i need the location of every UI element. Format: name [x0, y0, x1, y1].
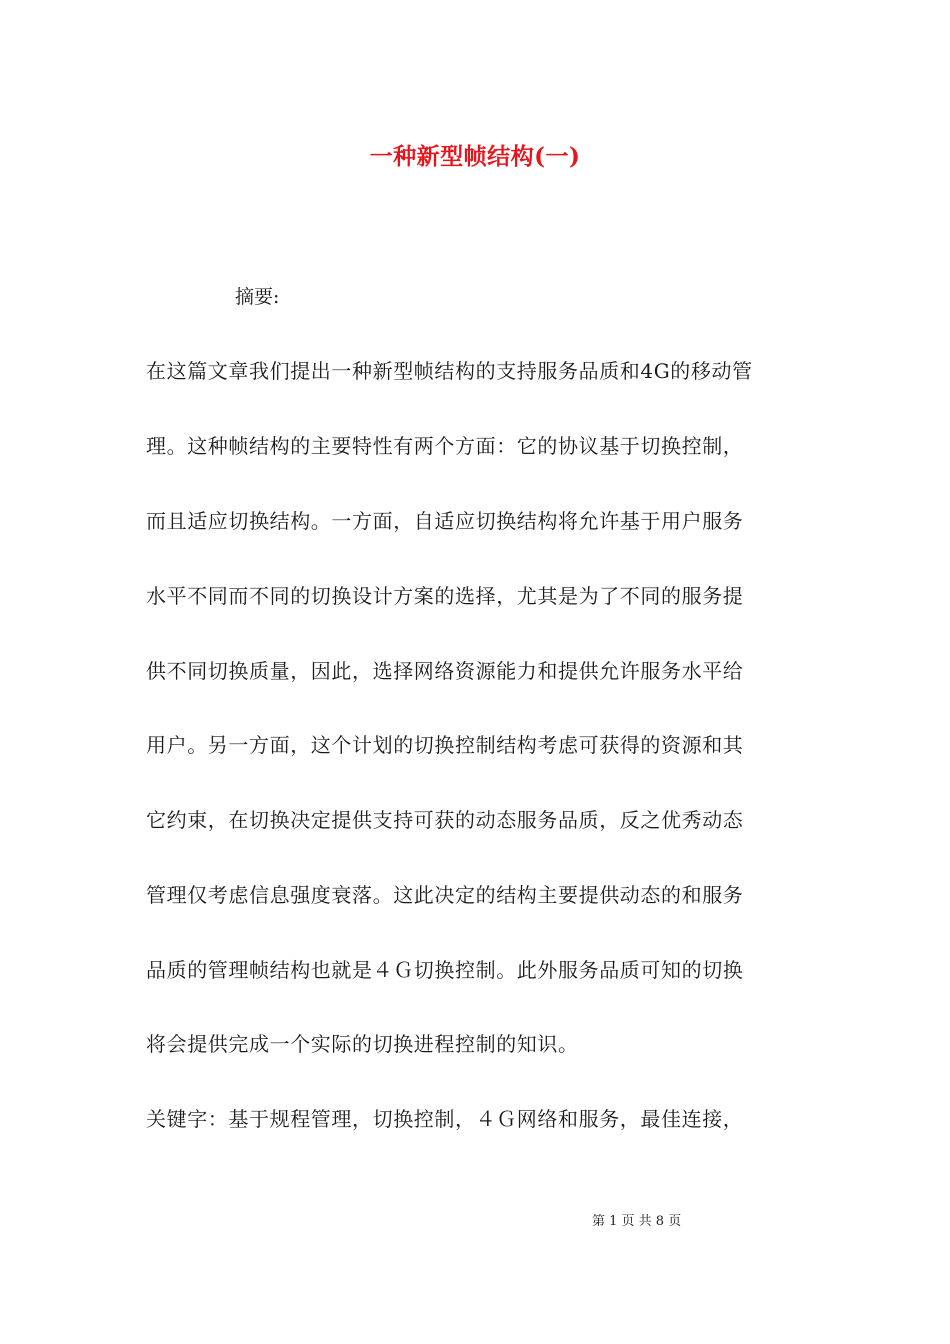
abstract-heading: 摘要: [235, 286, 280, 308]
body-line: 而且适应切换结构。一方面，自适应切换结构将允许基于用户服务 [146, 509, 744, 533]
page-number-footer: 第 1 页 共 8 页 [592, 1214, 682, 1229]
body-line: 理。这种帧结构的主要特性有两个方面：它的协议基于切换控制， [146, 434, 744, 458]
keywords-line: 关键字：基于规程管理，切换控制，４Ｇ网络和服务，最佳连接， [146, 1107, 744, 1131]
document-title: 一种新型帧结构(一) [369, 143, 581, 170]
body-line: 品质的管理帧结构也就是４Ｇ切换控制。此外服务品质可知的切换 [146, 958, 744, 982]
body-line: 供不同切换质量，因此，选择网络资源能力和提供允许服务水平给 [146, 659, 744, 683]
body-line: 它约束，在切换决定提供支持可获的动态服务品质，反之优秀动态 [146, 808, 744, 832]
body-line: 将会提供完成一个实际的切换进程控制的知识。 [146, 1032, 579, 1056]
body-line: 用户。另一方面，这个计划的切换控制结构考虑可获得的资源和其 [146, 733, 744, 757]
body-line: 在这篇文章我们提出一种新型帧结构的支持服务品质和4G的移动管 [146, 359, 753, 383]
body-line: 管理仅考虑信息强度衰落。这此决定的结构主要提供动态的和服务 [146, 883, 744, 907]
body-line: 水平不同而不同的切换设计方案的选择，尤其是为了不同的服务提 [146, 584, 744, 608]
